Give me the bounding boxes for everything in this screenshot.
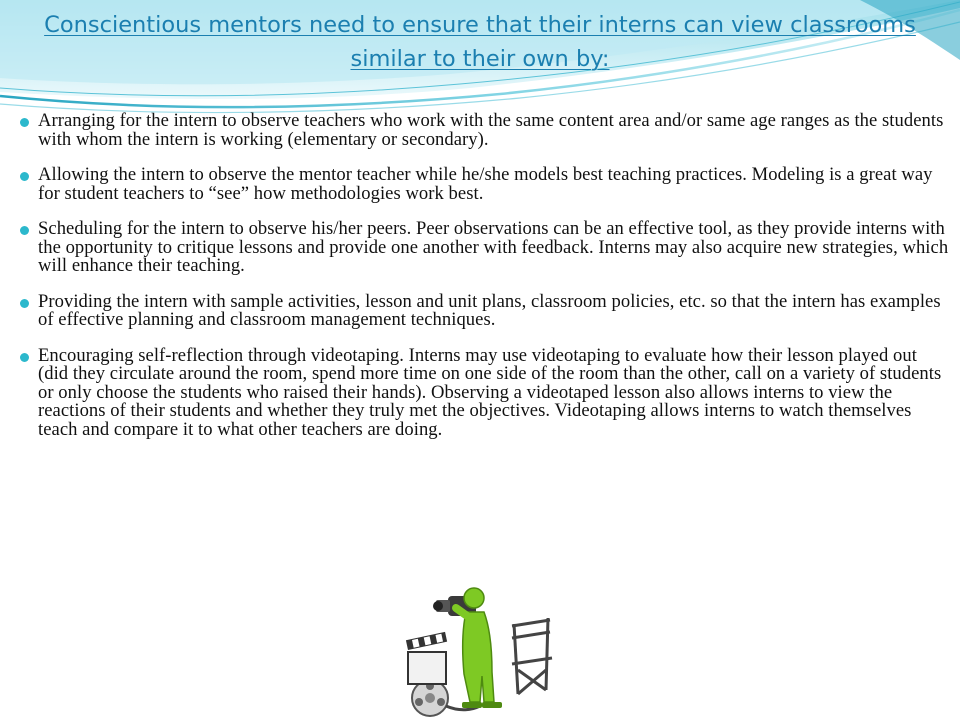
slide-title: Conscientious mentors need to ensure that their interns can view classrooms similar to their own by: bbox=[44, 12, 916, 72]
bullet-item-allowing: Allowing the intern to observe the mentor teacher while he/she models best teaching practices. Modeling is a great way for student teachers to “see” how methodologies work best. bbox=[20, 166, 950, 203]
bullet-item-arranging: Arranging for the intern to observe teachers who work with the same content area and/or same age ranges as the students with whom the intern is working (elementary or secondary). bbox=[20, 112, 950, 149]
bullet-item-providing: Providing the intern with sample activities, lesson and unit plans, classroom policies, etc. so that the intern has examples of effective planning and classroom management techniques. bbox=[20, 293, 950, 330]
bullet-list bbox=[20, 112, 950, 456]
bullet-item-scheduling: Scheduling for the intern to observe his/her peers. Peer observations can be an effective tool, as they provide interns with the opportunity to critique lessons and provide one another with feedback. Interns may also acquire new strategies, which will enhance their teaching. bbox=[20, 220, 950, 276]
videographer-clipart-icon bbox=[400, 578, 560, 720]
clapperboard-icon bbox=[406, 632, 447, 684]
directors-chair-icon bbox=[512, 618, 552, 694]
bullet-item-encouraging: Encouraging self-reflection through videotaping. Interns may use videotaping to evaluate how their lesson played out (did they circulate around the room, spend more time on one side of the room than the other, call on a variety of students or only choose the students who raised their hands). Observing a videotaped lesson also allows interns to view the reactions of their students and whether they truly met the objectives. Videotaping allows interns to watch themselves teach and compare it to what other teachers are doing. bbox=[20, 347, 950, 440]
